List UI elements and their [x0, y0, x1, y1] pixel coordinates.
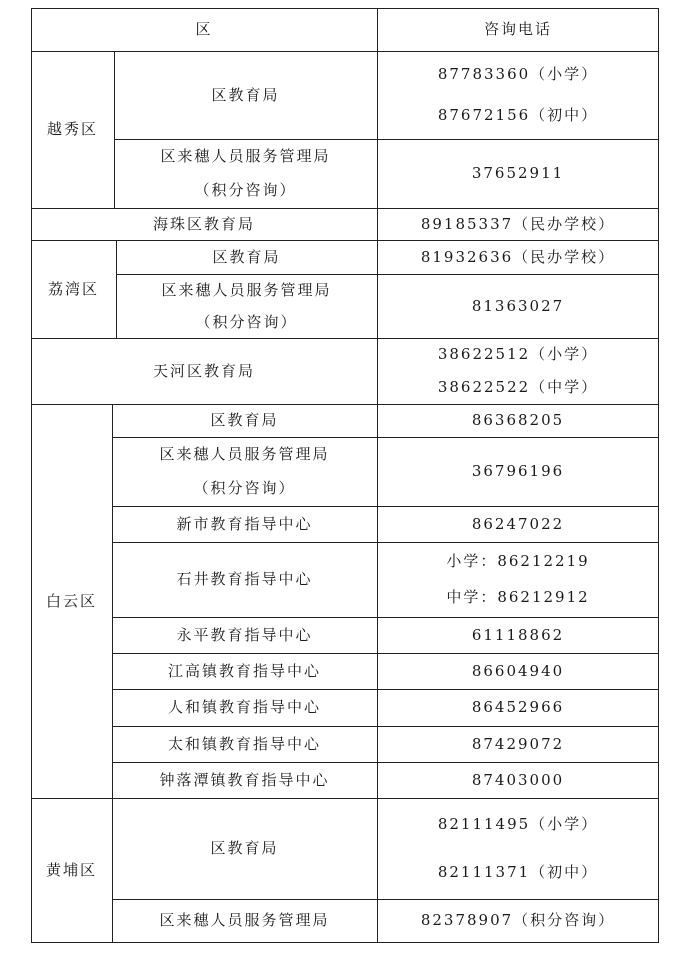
baiyun-renhe-center-name: 人和镇教育指导中心 [167, 698, 321, 716]
baiyun-zhongluotan-center-phone: 87403000 [471, 770, 565, 789]
baiyun-shijing-center-name: 石井教育指导中心 [176, 570, 313, 588]
yuexiu-edu-bureau-name: 区教育局 [211, 85, 280, 104]
haizhu-edu-bureau-phone: 89185337（民办学校） [420, 214, 616, 233]
district-yuexiu: 越秀区 [46, 120, 98, 138]
baiyun-migrant-bureau-name: 区来穗人员服务管理局 （积分咨询） [159, 445, 330, 497]
huangpu-migrant-bureau-name: 区来穗人员服务管理局 [159, 911, 330, 929]
liwan-edu-bureau-phone: 81932636（民办学校） [420, 247, 616, 266]
liwan-migrant-bureau-name: 区来穗人员服务管理局 （积分咨询） [161, 280, 332, 331]
baiyun-jianggao-center-name: 江高镇教育指导中心 [167, 661, 321, 680]
yuexiu-edu-bureau-phone: 87783360（小学） 87672156（初中） [437, 65, 599, 124]
baiyun-xinshi-center-name: 新市教育指导中心 [176, 514, 313, 533]
baiyun-taihe-center-name: 太和镇教育指导中心 [167, 734, 321, 753]
huangpu-edu-bureau-phone: 82111495（小学） 82111371（初中） [437, 815, 599, 881]
baiyun-shijing-center-phone: 小学：86212219 中学：86212912 [446, 552, 590, 606]
district-baiyun: 白云区 [45, 591, 97, 610]
tianhe-edu-bureau-name: 天河区教育局 [152, 361, 255, 380]
liwan-migrant-bureau-phone: 81363027 [471, 296, 565, 315]
baiyun-taihe-center-phone: 87429072 [471, 734, 565, 753]
yuexiu-migrant-bureau-phone: 37652911 [471, 164, 565, 182]
contact-table [31, 8, 659, 943]
tianhe-edu-bureau-phone: 38622512（小学） 38622522（中学） [437, 345, 599, 396]
baiyun-yongping-center-name: 永平教育指导中心 [176, 625, 313, 644]
baiyun-zhongluotan-center-name: 钟落潭镇教育指导中心 [159, 770, 330, 789]
header-phone: 咨询电话 [483, 20, 552, 38]
district-huangpu: 黄埔区 [45, 860, 97, 879]
yuexiu-migrant-bureau-name: 区来穗人员服务管理局 （积分咨询） [160, 147, 331, 199]
baiyun-renhe-center-phone: 86452966 [471, 698, 565, 716]
huangpu-migrant-bureau-phone: 82378907（积分咨询） [420, 911, 616, 929]
huangpu-edu-bureau-name: 区教育局 [210, 839, 279, 857]
liwan-edu-bureau-name: 区教育局 [212, 247, 281, 266]
district-liwan: 荔湾区 [47, 279, 99, 298]
baiyun-edu-bureau-name: 区教育局 [210, 411, 279, 429]
header-district: 区 [195, 20, 213, 38]
baiyun-xinshi-center-phone: 86247022 [471, 514, 565, 533]
haizhu-edu-bureau-name: 海珠区教育局 [152, 214, 255, 233]
table-border-bottom [31, 942, 659, 943]
baiyun-yongping-center-phone: 61118862 [471, 625, 565, 644]
baiyun-jianggao-center-phone: 86604940 [471, 661, 565, 680]
baiyun-migrant-bureau-phone: 36796196 [471, 462, 565, 480]
baiyun-edu-bureau-phone: 86368205 [471, 411, 565, 429]
